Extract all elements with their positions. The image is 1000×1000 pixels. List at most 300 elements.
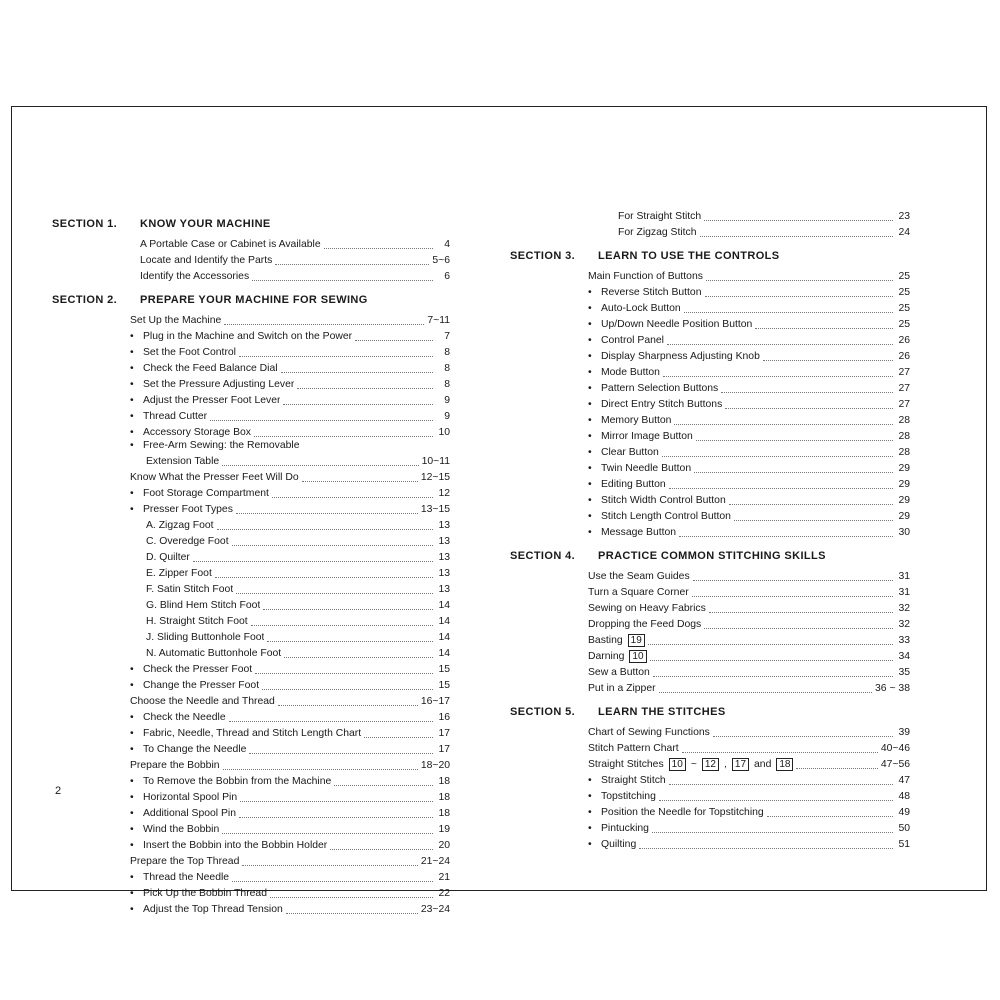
- dot-leader: [302, 469, 418, 482]
- dot-leader: [249, 741, 433, 754]
- toc-entry-title: • Adjust the Top Thread Tension: [130, 904, 283, 917]
- dot-leader: [364, 725, 433, 738]
- dot-leader: [659, 788, 893, 801]
- toc-entry[interactable]: [130, 821, 450, 837]
- dot-leader: [255, 661, 433, 674]
- dot-leader: [232, 533, 433, 546]
- toc-entry-title: • Reverse Stitch Button: [588, 287, 702, 300]
- dot-leader: [263, 597, 433, 610]
- dot-leader: [215, 565, 433, 578]
- toc-page-number: 10: [438, 427, 450, 439]
- toc-page-number: 50: [898, 823, 910, 835]
- dot-leader: [659, 680, 872, 693]
- toc-entry[interactable]: [130, 677, 450, 693]
- section-heading: [510, 249, 910, 263]
- stitch-range-separator: and: [754, 759, 772, 771]
- toc-page-number: 27: [898, 367, 910, 379]
- toc-page-number: 16~17: [420, 696, 450, 707]
- toc-entry-title: • Up/Down Needle Position Button: [588, 319, 752, 332]
- toc-entry-title: J. Sliding Buttonhole Foot: [146, 632, 265, 643]
- dot-leader: [324, 236, 433, 249]
- toc-entry-title: • Memory Button: [588, 415, 671, 428]
- toc-entry[interactable]: [588, 316, 910, 332]
- dot-leader: [709, 600, 893, 613]
- toc-entry-title: • Stitch Length Control Button: [588, 511, 731, 524]
- toc-entry[interactable]: [140, 236, 450, 252]
- toc-entry-title: Turn a Square Corner: [588, 587, 689, 599]
- toc-entry[interactable]: [130, 837, 450, 853]
- dot-leader: [334, 773, 433, 786]
- toc-entry[interactable]: [130, 597, 450, 613]
- toc-page-number: 39: [898, 727, 910, 739]
- dot-leader: [355, 328, 433, 341]
- toc-entry-title: D. Quilter: [146, 552, 190, 563]
- toc-page-number: 18: [438, 792, 450, 803]
- toc-entry-title: Put in a Zipper: [588, 683, 656, 695]
- dot-leader: [669, 476, 893, 489]
- dot-leader: [242, 853, 417, 866]
- toc-entry-list: [510, 208, 910, 240]
- toc-entry-title: • Pintucking: [588, 823, 649, 836]
- toc-entry-title: Extension Table: [146, 456, 220, 467]
- toc-page-number: 35: [898, 667, 910, 679]
- toc-entry-title: • Wind the Bobbin: [130, 824, 219, 837]
- toc-entry-title: • Pick Up the Bobbin Thread: [130, 888, 267, 901]
- toc-page-number: 9: [444, 411, 450, 423]
- toc-entry[interactable]: [130, 517, 450, 533]
- dot-leader: [653, 664, 893, 677]
- toc-page-number: 47~56: [880, 759, 910, 771]
- dot-leader: [693, 568, 893, 581]
- toc-page-number: 51: [898, 839, 910, 851]
- toc-entry[interactable]: [588, 804, 910, 820]
- toc-entry-title: Prepare the Top Thread: [130, 856, 240, 867]
- toc-page-number: 47: [898, 775, 910, 787]
- toc-entry-title: • Auto-Lock Button: [588, 303, 681, 316]
- toc-page-number: 10~11: [421, 456, 450, 467]
- toc-entry[interactable]: [130, 789, 450, 805]
- toc-entry[interactable]: [588, 772, 910, 788]
- dot-leader: [674, 412, 893, 425]
- toc-entry-title: • Editing Button: [588, 479, 666, 492]
- toc-entry[interactable]: [130, 741, 450, 757]
- toc-entry[interactable]: [130, 344, 450, 360]
- toc-entry[interactable]: [588, 616, 910, 632]
- dot-leader: [284, 645, 433, 658]
- toc-entry-title: F. Satin Stitch Foot: [146, 584, 234, 595]
- toc-entry[interactable]: [130, 424, 450, 440]
- toc-entry[interactable]: [588, 492, 910, 508]
- toc-entry[interactable]: [130, 565, 450, 581]
- toc-entry-title: N. Automatic Buttonhole Foot: [146, 648, 282, 659]
- dot-leader: [796, 756, 877, 769]
- toc-page-number: 14: [438, 600, 450, 611]
- toc-page-number: 30: [898, 527, 910, 539]
- toc-entry-title: • Set the Foot Control: [130, 347, 236, 360]
- toc-entry[interactable]: [130, 693, 450, 709]
- toc-page-number: 26: [898, 351, 910, 363]
- toc-entry-title: • Stitch Width Control Button: [588, 495, 726, 508]
- section-title: LEARN THE STITCHES: [598, 706, 726, 718]
- toc-entry[interactable]: [130, 613, 450, 629]
- toc-entry[interactable]: [588, 460, 910, 476]
- dot-leader: [217, 517, 433, 530]
- toc-page-number: 21: [438, 872, 450, 883]
- toc-entry-title: Stitch Pattern Chart: [588, 743, 679, 755]
- dot-leader: [297, 376, 433, 389]
- dot-leader: [275, 252, 429, 265]
- toc-entry[interactable]: [130, 773, 450, 789]
- toc-entry[interactable]: [130, 629, 450, 645]
- toc-page-number: 26: [898, 335, 910, 347]
- stitch-range-separator: ~: [690, 759, 697, 771]
- dot-leader: [652, 820, 893, 833]
- toc-entry-title: Identify the Accessories: [140, 271, 250, 283]
- dot-leader: [262, 677, 433, 690]
- toc-entry-title: Darning 10: [588, 650, 647, 664]
- toc-entry[interactable]: [130, 869, 450, 885]
- dot-leader: [236, 581, 433, 594]
- toc-entry[interactable]: [602, 208, 910, 224]
- toc-page-number: 31: [898, 571, 910, 583]
- dot-leader: [254, 424, 433, 437]
- toc-entry[interactable]: [588, 724, 910, 740]
- dot-leader: [729, 492, 893, 505]
- dot-leader: [224, 312, 424, 325]
- toc-page-number: 27: [898, 383, 910, 395]
- toc-page-number: 49: [898, 807, 910, 819]
- dot-leader: [713, 724, 893, 737]
- toc-entry-title: • To Change the Needle: [130, 744, 246, 757]
- dot-leader: [682, 740, 878, 753]
- toc-entry[interactable]: [130, 853, 450, 869]
- toc-entry-title: Chart of Sewing Functions: [588, 727, 710, 739]
- dot-leader: [679, 524, 893, 537]
- dot-leader: [669, 772, 893, 785]
- toc-entry[interactable]: [588, 300, 910, 316]
- toc-entry[interactable]: [130, 805, 450, 821]
- toc-page-number: 25: [898, 319, 910, 331]
- toc-entry[interactable]: [130, 581, 450, 597]
- toc-entry-title: • Display Sharpness Adjusting Knob: [588, 351, 760, 364]
- toc-entry-title: A Portable Case or Cabinet is Available: [140, 239, 321, 251]
- toc-entry[interactable]: [130, 725, 450, 741]
- toc-entry[interactable]: [588, 428, 910, 444]
- toc-entry-title: • Position the Needle for Topstitching: [588, 807, 764, 820]
- toc-page-number: 33: [898, 635, 910, 647]
- stitch-number-box: 10: [629, 650, 646, 663]
- toc-entry[interactable]: [130, 549, 450, 565]
- stitch-number-box: 10: [669, 758, 686, 771]
- toc-entry-title: • Clear Button: [588, 447, 659, 460]
- toc-page-number: 12: [438, 488, 450, 499]
- toc-entry[interactable]: [130, 533, 450, 549]
- section-number: SECTION 3.: [510, 250, 576, 262]
- toc-entry-title: Straight Stitches 10 ~ 12 , 17 and 18: [588, 758, 793, 772]
- toc-entry-title: • Mirror Image Button: [588, 431, 693, 444]
- toc-entry-title: • Thread Cutter: [130, 411, 207, 424]
- dot-leader: [662, 444, 893, 457]
- dot-leader: [239, 805, 433, 818]
- toc-entry-title: • Thread the Needle: [130, 872, 229, 885]
- toc-entry-title: • To Remove the Bobbin from the Machine: [130, 776, 331, 789]
- toc-entry[interactable]: [130, 645, 450, 661]
- toc-page-number: 15: [438, 664, 450, 675]
- toc-page-number: 13: [438, 552, 450, 563]
- toc-page-number: 19: [438, 824, 450, 835]
- toc-entry[interactable]: [130, 469, 450, 485]
- toc-page-number: 23~24: [420, 904, 450, 915]
- toc-page-number: 13: [438, 536, 450, 547]
- toc-page-number: 28: [898, 415, 910, 427]
- toc-page-number: 31: [898, 587, 910, 599]
- toc-entry-title: • Change the Presser Foot: [130, 680, 259, 693]
- toc-entry[interactable]: [588, 380, 910, 396]
- toc-entry-title: • Direct Entry Stitch Buttons: [588, 399, 722, 412]
- dot-leader: [251, 613, 433, 626]
- toc-entry-list: [510, 724, 910, 852]
- toc-entry[interactable]: [130, 392, 450, 408]
- dot-leader: [222, 453, 418, 466]
- toc-page-number: 40~46: [880, 743, 910, 755]
- toc-page-number: 7: [444, 331, 450, 343]
- toc-entry-title: • Check the Needle: [130, 712, 226, 725]
- dot-leader: [696, 428, 893, 441]
- toc-entry-title: • Check the Presser Foot: [130, 664, 252, 677]
- toc-page-number: 18~20: [420, 760, 450, 771]
- dot-leader: [721, 380, 893, 393]
- toc-entry[interactable]: [130, 376, 450, 392]
- toc-left-column: [52, 208, 450, 917]
- toc-entry[interactable]: [588, 444, 910, 460]
- toc-entry-title: • Check the Feed Balance Dial: [130, 363, 278, 376]
- toc-page-number: 20: [438, 840, 450, 851]
- toc-entry[interactable]: [130, 328, 450, 344]
- section-heading: [52, 217, 450, 231]
- toc-page-number: 14: [438, 632, 450, 643]
- section-title: KNOW YOUR MACHINE: [140, 218, 271, 230]
- toc-page-number: 5~6: [432, 255, 450, 267]
- toc-page-number: 48: [898, 791, 910, 803]
- stitch-number-box: 17: [732, 758, 749, 771]
- toc-page-number: 34: [898, 651, 910, 663]
- toc-entry-title: • Fabric, Needle, Thread and Stitch Length Chart: [130, 728, 361, 741]
- toc-entry-title: For Zigzag Stitch: [618, 227, 697, 239]
- toc-entry[interactable]: [588, 332, 910, 348]
- toc-entry[interactable]: [588, 584, 910, 600]
- toc-entry-title: • Free-Arm Sewing: the Removable: [130, 440, 300, 453]
- section-heading: [510, 705, 910, 719]
- toc-entry-title: Use the Seam Guides: [588, 571, 690, 583]
- toc-page-number: 17: [438, 728, 450, 739]
- section-title: PREPARE YOUR MACHINE FOR SEWING: [140, 294, 368, 306]
- toc-page-number: 36 ~ 38: [875, 683, 910, 695]
- toc-entry[interactable]: [130, 501, 450, 517]
- toc-page-number: 8: [444, 379, 450, 391]
- toc-entry[interactable]: [588, 820, 910, 836]
- dot-leader: [222, 821, 433, 834]
- toc-page-number: 13: [438, 584, 450, 595]
- toc-page-number: 18: [438, 808, 450, 819]
- toc-entry[interactable]: [130, 709, 450, 725]
- toc-entry[interactable]: [588, 508, 910, 524]
- toc-entry[interactable]: [130, 885, 450, 901]
- toc-entry-title: • Twin Needle Button: [588, 463, 691, 476]
- dot-leader: [210, 408, 433, 421]
- toc-entry[interactable]: [588, 476, 910, 492]
- toc-entry[interactable]: [588, 740, 910, 756]
- toc-entry[interactable]: [588, 756, 910, 772]
- dot-leader: [239, 344, 433, 357]
- toc-right-column: [510, 208, 910, 852]
- toc-entry[interactable]: [130, 757, 450, 773]
- dot-leader: [694, 460, 893, 473]
- dot-leader: [700, 224, 893, 237]
- toc-page-number: 29: [898, 495, 910, 507]
- toc-page-number: 28: [898, 447, 910, 459]
- dot-leader: [272, 485, 433, 498]
- section-heading: [510, 549, 910, 563]
- toc-entry[interactable]: [130, 360, 450, 376]
- dot-leader: [252, 268, 433, 281]
- toc-entry[interactable]: [588, 412, 910, 428]
- toc-page-number: 8: [444, 347, 450, 359]
- toc-entry-title: Know What the Presser Feet Will Do: [130, 472, 299, 483]
- dot-leader: [650, 648, 893, 661]
- toc-page-number: 32: [898, 603, 910, 615]
- dot-leader: [706, 268, 893, 281]
- toc-entry-title: Main Function of Buttons: [588, 271, 703, 283]
- toc-entry[interactable]: [130, 440, 450, 453]
- toc-page-number: 24: [898, 227, 910, 239]
- dot-leader: [193, 549, 433, 562]
- dot-leader: [704, 616, 893, 629]
- toc-entry[interactable]: [130, 453, 450, 469]
- toc-entry-list: [52, 312, 450, 917]
- toc-entry[interactable]: [140, 268, 450, 284]
- toc-entry[interactable]: [588, 568, 910, 584]
- dot-leader: [240, 789, 433, 802]
- toc-entry[interactable]: [588, 364, 910, 380]
- toc-entry[interactable]: [588, 680, 910, 696]
- toc-page-number: 25: [898, 303, 910, 315]
- toc-page-number: 9: [444, 395, 450, 407]
- toc-page-number: 18: [438, 776, 450, 787]
- section-number: SECTION 5.: [510, 706, 576, 718]
- toc-entry-title: E. Zipper Foot: [146, 568, 212, 579]
- dot-leader: [283, 392, 433, 405]
- toc-entry-title: Basting 19: [588, 634, 645, 648]
- toc-entry-title: Prepare the Bobbin: [130, 760, 220, 771]
- toc-entry-title: • Adjust the Presser Foot Lever: [130, 395, 280, 408]
- dot-leader: [755, 316, 893, 329]
- toc-page-number: 17: [438, 744, 450, 755]
- stitch-number-box: 19: [628, 634, 645, 647]
- toc-entry[interactable]: [588, 600, 910, 616]
- toc-entry[interactable]: [588, 524, 910, 540]
- toc-entry-list: [510, 568, 910, 696]
- section-number: SECTION 4.: [510, 550, 576, 562]
- toc-entry-title: G. Blind Hem Stitch Foot: [146, 600, 261, 611]
- toc-page-number: 16: [438, 712, 450, 723]
- toc-entry-title: Choose the Needle and Thread: [130, 696, 275, 707]
- section-number: SECTION 1.: [52, 218, 118, 230]
- toc-page-number: 23: [898, 211, 910, 223]
- toc-entry[interactable]: [588, 268, 910, 284]
- toc-entry-list: [510, 268, 910, 540]
- toc-entry-title: • Horizontal Spool Pin: [130, 792, 237, 805]
- toc-entry-title: H. Straight Stitch Foot: [146, 616, 248, 627]
- toc-entry[interactable]: [130, 312, 450, 328]
- toc-page-number: 13~15: [420, 504, 450, 515]
- dot-leader: [705, 284, 894, 297]
- toc-entry-title: Locate and Identify the Parts: [140, 255, 273, 267]
- toc-page-number: 14: [438, 616, 450, 627]
- toc-entry-title: • Presser Foot Types: [130, 504, 233, 517]
- toc-entry-title: Set Up the Machine: [130, 315, 222, 327]
- toc-entry[interactable]: [588, 284, 910, 300]
- dot-leader: [330, 837, 433, 850]
- dot-leader: [286, 901, 418, 914]
- toc-page-number: 27: [898, 399, 910, 411]
- toc-page-number: 25: [898, 271, 910, 283]
- toc-entry-title: • Quilting: [588, 839, 636, 852]
- toc-page-number: 4: [444, 239, 450, 251]
- toc-page-number: 7~11: [427, 315, 450, 327]
- toc-entry[interactable]: [588, 348, 910, 364]
- dot-leader: [281, 360, 433, 373]
- dot-leader: [229, 709, 433, 722]
- section-title: PRACTICE COMMON STITCHING SKILLS: [598, 550, 826, 562]
- toc-entry-title: • Accessory Storage Box: [130, 427, 251, 440]
- toc-page-number: 28: [898, 431, 910, 443]
- toc-entry[interactable]: [140, 252, 450, 268]
- dot-leader: [236, 501, 418, 514]
- dot-leader: [648, 632, 893, 645]
- dot-leader: [763, 348, 893, 361]
- dot-leader: [232, 869, 433, 882]
- toc-entry[interactable]: [130, 485, 450, 501]
- toc-entry[interactable]: [588, 664, 910, 680]
- toc-entry-title: • Control Panel: [588, 335, 664, 348]
- toc-entry[interactable]: [588, 632, 910, 648]
- toc-entry-title: C. Overedge Foot: [146, 536, 229, 547]
- section-heading: [52, 293, 450, 307]
- dot-leader: [267, 629, 433, 642]
- toc-entry[interactable]: [588, 648, 910, 664]
- section-title: LEARN TO USE THE CONTROLS: [598, 250, 780, 262]
- toc-entry-title: • Foot Storage Compartment: [130, 488, 269, 501]
- dot-leader: [767, 804, 893, 817]
- toc-page-number: 12~15: [420, 472, 450, 483]
- toc-page-number: 13: [438, 520, 450, 531]
- dot-leader: [704, 208, 893, 221]
- toc-entry-title: Sew a Button: [588, 667, 650, 679]
- toc-entry-title: Sewing on Heavy Fabrics: [588, 603, 706, 615]
- dot-leader: [663, 364, 893, 377]
- toc-entry-title: A. Zigzag Foot: [146, 520, 214, 531]
- toc-page-number: 22: [438, 888, 450, 899]
- toc-page-number: 8: [444, 363, 450, 375]
- toc-entry[interactable]: [130, 661, 450, 677]
- toc-page-number: 21~24: [420, 856, 450, 867]
- toc-entry[interactable]: [588, 396, 910, 412]
- toc-entry[interactable]: [588, 788, 910, 804]
- toc-entry[interactable]: [602, 224, 910, 240]
- toc-entry[interactable]: [588, 836, 910, 852]
- toc-entry[interactable]: [130, 901, 450, 917]
- toc-entry[interactable]: [130, 408, 450, 424]
